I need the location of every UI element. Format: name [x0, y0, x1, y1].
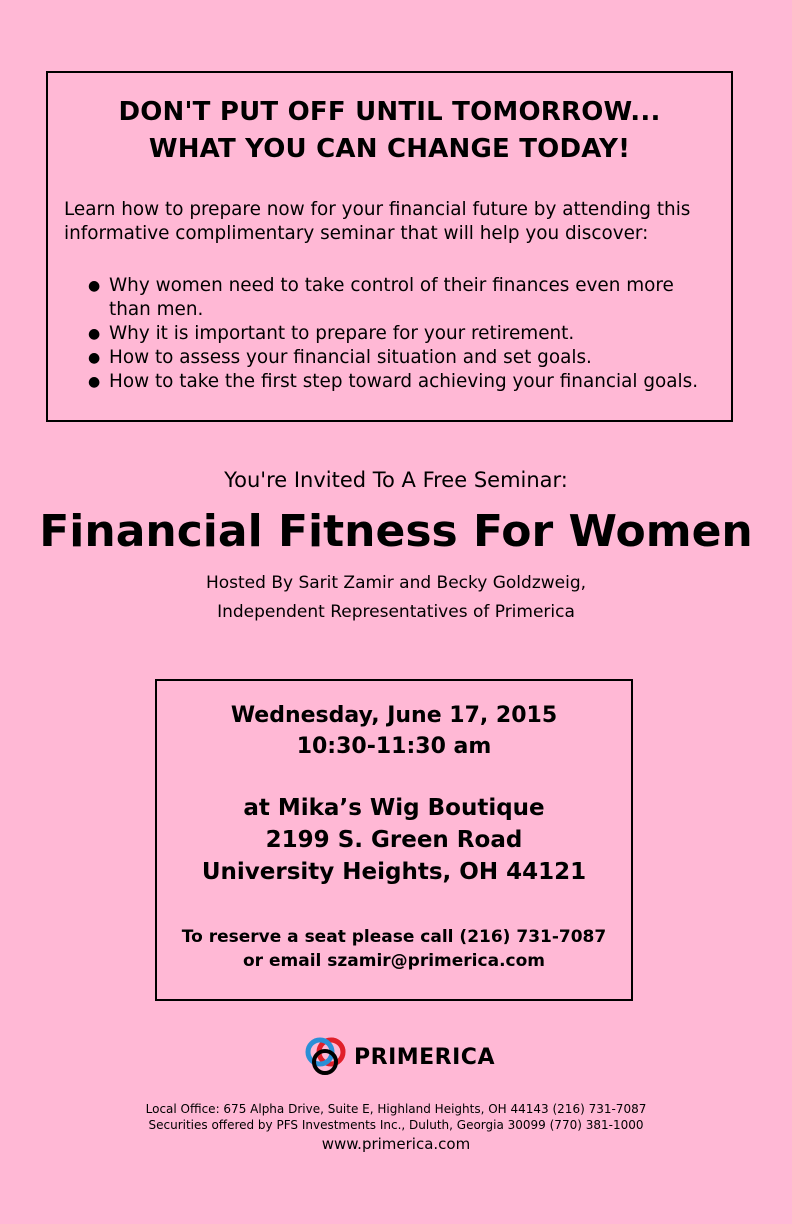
footer-office-address: Local Office: 675 Alpha Drive, Suite E, Highland Heights, OH 44143 (216) 731-7087	[145, 1102, 647, 1116]
reserve-email-text: or email szamir@primerica.com	[243, 951, 545, 971]
reserve-phone-text: To reserve a seat please call (216) 731-7087	[181, 927, 607, 947]
primerica-logo	[304, 1036, 495, 1078]
list-item	[64, 370, 719, 394]
intro-box	[46, 71, 733, 422]
benefits-list	[64, 274, 719, 394]
event-street-address: 2199 S. Green Road	[265, 827, 523, 853]
bullet-icon: ●	[88, 278, 101, 294]
event-venue: at Mika’s Wig Boutique	[243, 795, 545, 821]
event-date: Wednesday, June 17, 2015	[230, 703, 558, 728]
hosts-line-1: Hosted By Sarit Zamir and Becky Goldzweig,	[205, 573, 587, 593]
list-item	[64, 274, 719, 322]
event-details-box	[155, 679, 633, 1001]
intro-paragraph: Learn how to prepare now for your financial future by attending this informative complimentary seminar that will help you discover:	[64, 199, 691, 244]
hosts-line-2: Independent Representatives of Primerica	[217, 602, 575, 622]
seminar-title: Financial Fitness For Women	[39, 506, 753, 557]
benefit-text: How to assess your financial situation and set goals.	[109, 347, 592, 368]
bullet-icon: ●	[88, 326, 101, 342]
headline-line-2: WHAT YOU CAN CHANGE TODAY!	[148, 134, 631, 164]
primerica-logo-icon	[304, 1036, 348, 1078]
benefit-text: How to take the first step toward achieving your financial goals.	[109, 371, 699, 392]
list-item	[64, 322, 719, 346]
bullet-icon: ●	[88, 374, 101, 390]
list-item	[64, 346, 719, 370]
footer-securities-note: Securities offered by PFS Investments Inc., Duluth, Georgia 30099 (770) 381-1000	[148, 1118, 644, 1132]
event-city: University Heights, OH 44121	[201, 859, 587, 885]
benefit-text: Why women need to take control of their finances even more than men.	[109, 275, 674, 320]
primerica-logo-text: PRIMERICA	[354, 1044, 495, 1070]
invite-text: You're Invited To A Free Seminar:	[224, 468, 568, 492]
benefit-text: Why it is important to prepare for your retirement.	[109, 323, 575, 344]
footer-website: www.primerica.com	[321, 1135, 471, 1153]
bullet-icon: ●	[88, 350, 101, 366]
event-time: 10:30-11:30 am	[296, 734, 492, 759]
headline-line-1: DON'T PUT OFF UNTIL TOMORROW...	[118, 97, 661, 127]
